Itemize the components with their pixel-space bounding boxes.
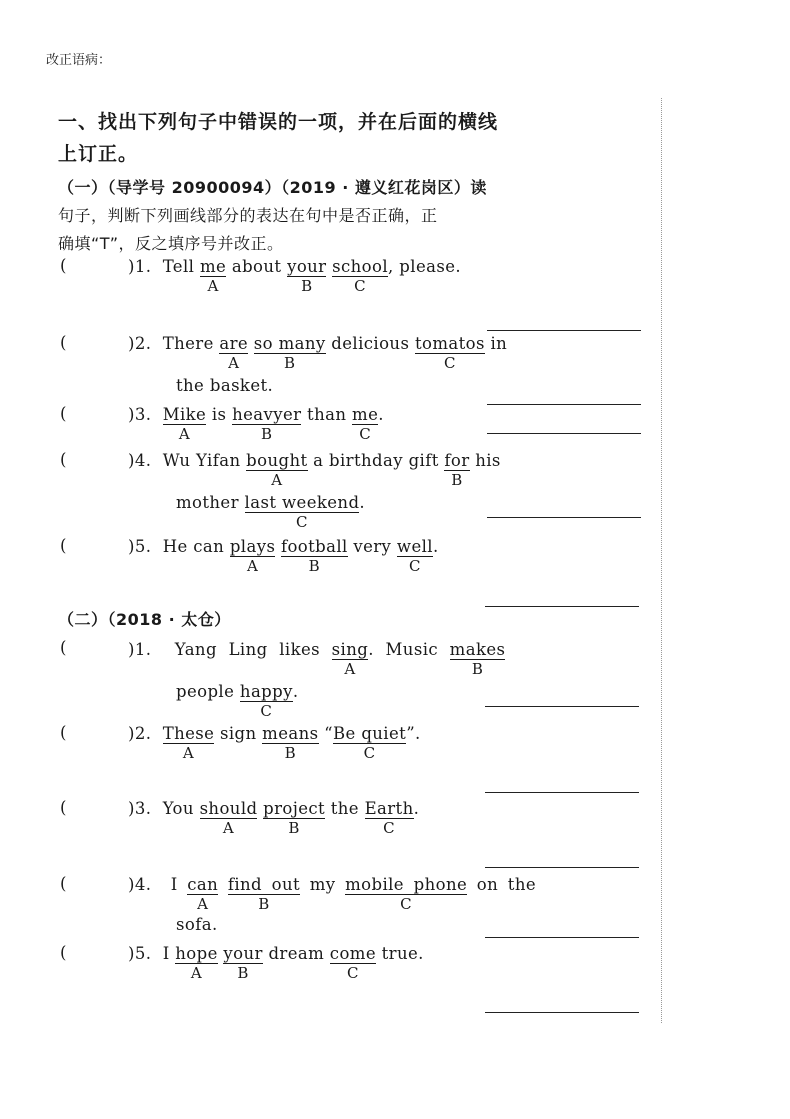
- answer-paren: (: [60, 256, 67, 275]
- option-c: last weekend C: [244, 493, 360, 531]
- option-b: your B: [287, 257, 327, 295]
- option-b: makes B: [449, 640, 506, 678]
- answer-paren: (: [60, 723, 67, 742]
- option-b: find out B: [227, 875, 301, 913]
- option-b: means B: [262, 724, 319, 762]
- section-title-line2: 上订正。: [58, 143, 139, 165]
- answer-line[interactable]: [487, 330, 641, 331]
- option-c: come C: [329, 944, 376, 982]
- question-1-2: )2. There are A so many B delicious tomatos C in: [128, 334, 508, 372]
- option-a: Mike A: [162, 405, 207, 443]
- section-title-line1: 一、找出下列句子中错误的一项，并在后面的横线: [58, 111, 499, 133]
- answer-line[interactable]: [485, 937, 639, 938]
- answer-paren: (: [60, 638, 67, 657]
- margin-line: [661, 98, 662, 1023]
- answer-line[interactable]: [485, 867, 639, 868]
- option-c: mobile phone C: [345, 875, 468, 913]
- option-a: hope A: [175, 944, 218, 982]
- answer-paren: (: [60, 536, 67, 555]
- option-c: happy C: [239, 682, 293, 720]
- option-a: These A: [162, 724, 215, 762]
- option-a: bought A: [246, 451, 308, 489]
- option-b: heavyer B: [232, 405, 302, 443]
- answer-line[interactable]: [485, 792, 639, 793]
- option-a: are A: [219, 334, 249, 372]
- part1-heading-line3: 确填“T”，反之填序号并改正。: [58, 234, 284, 253]
- option-b: project B: [263, 799, 326, 837]
- answer-paren: (: [60, 450, 67, 469]
- answer-paren: (: [60, 943, 67, 962]
- question-2-1: )1. Yang Ling likes sing A . Music makes B: [128, 640, 506, 678]
- answer-paren: (: [60, 333, 67, 352]
- answer-line[interactable]: [485, 606, 639, 607]
- answer-line[interactable]: [487, 433, 641, 434]
- option-c: Be quiet C: [332, 724, 407, 762]
- question-1-1: )1. Tell me A about your B school C , please.: [128, 257, 462, 295]
- answer-paren: (: [60, 404, 67, 423]
- option-b: for B: [444, 451, 470, 489]
- option-b: so many B: [253, 334, 326, 372]
- option-c: well C: [396, 537, 433, 575]
- option-c: me C: [352, 405, 379, 443]
- option-c: tomatos C: [414, 334, 485, 372]
- part1-heading-line2: 句子，判断下列画线部分的表达在句中是否正确，正: [58, 206, 438, 225]
- option-c: Earth C: [364, 799, 414, 837]
- option-b: football B: [280, 537, 348, 575]
- answer-line[interactable]: [487, 404, 641, 405]
- question-1-4-cont: mother last weekend C .: [176, 493, 366, 531]
- part1-heading: （一）（导学号 20900094）（2019 · 遵义红花岗区）读: [58, 178, 487, 197]
- question-1-3: )3. Mike A is heavyer B than me C .: [128, 405, 384, 443]
- question-1-2-cont: the basket.: [176, 376, 274, 395]
- question-2-1-cont: people happy C .: [176, 682, 299, 720]
- option-a: me A: [199, 257, 227, 295]
- question-2-2: )2. These A sign means B “Be quiet C ”.: [128, 724, 421, 762]
- question-2-4-cont: sofa.: [176, 915, 218, 934]
- option-c: school C: [332, 257, 389, 295]
- answer-paren: (: [60, 798, 67, 817]
- answer-line[interactable]: [487, 517, 641, 518]
- question-2-5: )5. I hope A your B dream come C true.: [128, 944, 424, 982]
- question-1-4: )4. Wu Yifan bought A a birthday gift for B his: [128, 451, 501, 489]
- option-a: can A: [187, 875, 219, 913]
- question-number: )1.: [128, 257, 152, 276]
- answer-paren: (: [60, 874, 67, 893]
- question-2-4: )4. I can A find out B my mobile phone C on the: [128, 875, 537, 913]
- header-note: 改正语病：: [46, 53, 112, 68]
- option-a: sing A: [331, 640, 369, 678]
- answer-line[interactable]: [485, 1012, 639, 1013]
- part2-heading: （二）（2018 · 太仓）: [58, 610, 231, 629]
- option-b: your B: [223, 944, 263, 982]
- option-a: should A: [199, 799, 258, 837]
- option-a: plays A: [229, 537, 276, 575]
- answer-line[interactable]: [485, 706, 639, 707]
- question-2-3: )3. You should A project B the Earth C .: [128, 799, 420, 837]
- question-1-5: )5. He can plays A football B very well C .: [128, 537, 439, 575]
